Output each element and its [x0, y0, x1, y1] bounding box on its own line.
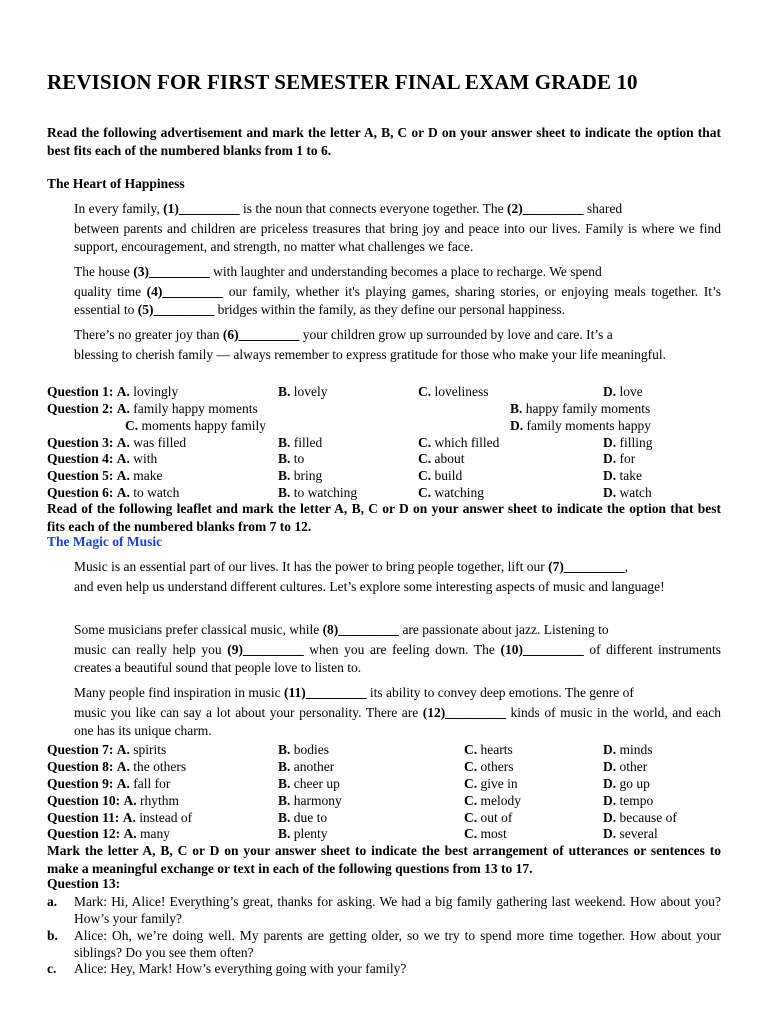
- question-label: Question 9:: [47, 776, 114, 791]
- question-2-cont: [47, 417, 727, 434]
- question-3: [47, 434, 727, 451]
- option-b[interactable]: to watching: [293, 485, 358, 500]
- option-d[interactable]: for: [619, 451, 636, 466]
- option-c[interactable]: most: [480, 826, 507, 841]
- option-label: c.: [47, 961, 57, 976]
- blank-4: (4)_________: [146, 284, 224, 299]
- option-c[interactable]: about: [434, 451, 465, 466]
- question-label: Question 4:: [47, 451, 114, 466]
- option-c[interactable]: loveliness: [434, 384, 489, 399]
- option-letter: D.: [603, 451, 617, 466]
- text: quality time: [74, 284, 147, 299]
- option-letter: A.: [116, 401, 130, 416]
- option-c[interactable]: give in: [480, 776, 518, 791]
- option-c[interactable]: build: [434, 468, 463, 483]
- paragraph-6: [47, 682, 721, 740]
- option-b[interactable]: happy family moments: [525, 401, 651, 416]
- paragraph-3: [47, 324, 721, 364]
- question-label: Question 8:: [47, 759, 114, 774]
- option-b[interactable]: to: [293, 451, 305, 466]
- option-d[interactable]: love: [619, 384, 643, 399]
- question-12: [47, 825, 727, 842]
- text: is the noun that connects everyone together. The: [239, 201, 508, 216]
- option-a[interactable]: many: [140, 826, 171, 841]
- question-10: [47, 792, 727, 809]
- text: ,: [624, 559, 628, 574]
- option-a[interactable]: family happy moments: [133, 401, 258, 416]
- text: music you like can say a lot about your personality. There are: [74, 705, 423, 720]
- option-letter: B.: [278, 742, 291, 757]
- option-text: Mark: Hi, Alice! Everything’s great, thanks for asking. We had a big family gathering last weekend. How about you? How’s your family?: [74, 894, 721, 926]
- option-letter: C.: [464, 776, 478, 791]
- option-letter: B.: [278, 485, 291, 500]
- text: when you are feeling down. The: [303, 642, 501, 657]
- option-a[interactable]: rhythm: [140, 793, 180, 808]
- blank-2: (2)_________: [507, 201, 584, 216]
- option-letter: D.: [603, 384, 617, 399]
- option-letter: A.: [116, 384, 130, 399]
- option-letter: A.: [116, 451, 130, 466]
- option-a[interactable]: the others: [133, 759, 187, 774]
- option-label: a.: [47, 894, 58, 909]
- text: The house: [74, 264, 134, 279]
- option-letter: C.: [464, 810, 478, 825]
- option-letter: B.: [278, 826, 291, 841]
- arrangement-option-a: [47, 893, 721, 927]
- option-letter: D.: [603, 485, 617, 500]
- option-b[interactable]: another: [293, 759, 335, 774]
- question-label: Question 5:: [47, 468, 114, 483]
- blank-9: (9)_________: [227, 642, 304, 657]
- text: and even help us understand different cultures. Let’s explore some interesting aspects of music and language!: [74, 579, 665, 594]
- question-6: [47, 484, 727, 501]
- option-letter: B.: [278, 793, 291, 808]
- option-letter: C.: [418, 468, 432, 483]
- option-letter: B.: [278, 451, 291, 466]
- option-letter: A.: [116, 742, 130, 757]
- option-letter: A.: [123, 793, 137, 808]
- option-b[interactable]: plenty: [293, 826, 328, 841]
- option-letter: D.: [603, 793, 617, 808]
- option-c[interactable]: hearts: [480, 742, 513, 757]
- option-letter: C.: [418, 451, 432, 466]
- paragraph-4: [47, 556, 721, 596]
- option-letter: B.: [278, 776, 291, 791]
- option-letter: C.: [125, 418, 139, 433]
- option-letter: D.: [603, 759, 617, 774]
- question-label: Question 6:: [47, 485, 114, 500]
- option-letter: D.: [603, 468, 617, 483]
- option-letter: C.: [464, 742, 478, 757]
- option-a[interactable]: spirits: [133, 742, 167, 757]
- option-b[interactable]: bring: [293, 468, 323, 483]
- option-letter: B.: [278, 810, 291, 825]
- question-9: [47, 775, 727, 792]
- option-letter: D.: [603, 776, 617, 791]
- paragraph-5: [47, 619, 721, 677]
- question-label: Question 10:: [47, 793, 121, 808]
- question-label: Question 12:: [47, 826, 121, 841]
- option-letter: A.: [116, 435, 130, 450]
- option-letter: B.: [278, 384, 291, 399]
- option-d[interactable]: several: [619, 826, 658, 841]
- section3-instruction: Mark the letter A, B, C or D on your answer sheet to indicate the best arrangement of utterances or sentences to make a meaningful exchange or text in each of the following questions from 13 to 17.: [47, 843, 721, 876]
- option-a[interactable]: make: [133, 468, 163, 483]
- text: our family, whether it's playing games, sharing stories, or enjoying meals together. It’s essential to: [74, 284, 721, 317]
- option-letter: D.: [603, 810, 617, 825]
- option-d[interactable]: because of: [619, 810, 677, 825]
- option-letter: C.: [464, 759, 478, 774]
- option-d[interactable]: go up: [619, 776, 650, 791]
- section2-instruction: Read of the following leaflet and mark the letter A, B, C or D on your answer sheet to indicate the option that best fits each of the numbered blanks from 7 to 12.: [47, 501, 721, 534]
- question-label: Question 2:: [47, 401, 114, 416]
- blank-7: (7)_________: [548, 559, 625, 574]
- option-letter: B.: [278, 468, 291, 483]
- question-11: [47, 809, 727, 826]
- question-label: Question 7:: [47, 742, 114, 757]
- option-a[interactable]: was filled: [133, 435, 187, 450]
- text: In every family,: [74, 201, 164, 216]
- section1-instruction: Read the following advertisement and mark the letter A, B, C or D on your answer sheet to indicate the option that best fits each of the numbered blanks from 1 to 6.: [47, 125, 721, 158]
- option-letter: B.: [278, 435, 291, 450]
- text: shared: [583, 201, 623, 216]
- blank-11: (11)_________: [283, 685, 367, 700]
- option-b[interactable]: lovely: [293, 384, 328, 399]
- text: Some musicians prefer classical music, while: [74, 622, 323, 637]
- text: between parents and children are priceless treasures that bring joy and peace into our lives. Family is where we find support, encouragement, and strength, no matter what challenges we face.: [74, 221, 721, 254]
- option-letter: A.: [116, 468, 130, 483]
- option-b[interactable]: filled: [293, 435, 323, 450]
- question-7: [47, 741, 727, 758]
- section2-heading: The Magic of Music: [47, 534, 163, 549]
- option-a[interactable]: lovingly: [133, 384, 179, 399]
- option-c[interactable]: which filled: [434, 435, 500, 450]
- option-d[interactable]: minds: [619, 742, 653, 757]
- text: bridges within the family, as they define our personal happiness.: [214, 302, 566, 317]
- blank-12: (12)_________: [422, 705, 507, 720]
- option-label: b.: [47, 928, 58, 943]
- option-text: Alice: Oh, we’re doing well. My parents are getting older, so we try to spend more time together. How about your siblings? Do you see them often?: [74, 928, 721, 960]
- section1-heading: The Heart of Happiness: [47, 176, 185, 191]
- option-letter: A.: [116, 485, 130, 500]
- option-text: Alice: Hey, Mark! How’s everything going with your family?: [74, 961, 407, 976]
- option-letter: B.: [510, 401, 523, 416]
- blank-1: (1)_________: [163, 201, 240, 216]
- option-d[interactable]: filling: [619, 435, 653, 450]
- option-letter: D.: [603, 742, 617, 757]
- text: its ability to convey deep emotions. The genre of: [366, 685, 634, 700]
- question-label: Question 3:: [47, 435, 114, 450]
- paragraph-1: [47, 198, 721, 256]
- option-b[interactable]: cheer up: [293, 776, 340, 791]
- blank-6: (6)_________: [222, 327, 300, 342]
- blank-8: (8)_________: [322, 622, 400, 637]
- option-a[interactable]: fall for: [133, 776, 171, 791]
- paragraph-2: [47, 261, 721, 319]
- question-8: [47, 758, 727, 775]
- question-13-label: Question 13:: [47, 876, 121, 891]
- text: music can really help you: [74, 642, 228, 657]
- text: Music is an essential part of our lives. It has the power to bring people together, lift our: [74, 559, 549, 574]
- option-letter: C.: [418, 384, 432, 399]
- arrangement-option-c: [47, 960, 721, 977]
- option-letter: C.: [464, 826, 478, 841]
- option-c[interactable]: moments happy family: [141, 418, 266, 433]
- question-label: Question 1:: [47, 384, 114, 399]
- page-title: REVISION FOR FIRST SEMESTER FINAL EXAM GRADE 10: [47, 70, 638, 94]
- option-d[interactable]: watch: [619, 485, 652, 500]
- option-letter: D.: [603, 435, 617, 450]
- option-letter: A.: [116, 759, 130, 774]
- question-label: Question 11:: [47, 810, 120, 825]
- option-c[interactable]: watching: [434, 485, 484, 500]
- question-1: [47, 383, 727, 400]
- text: of different instruments creates a beautiful sound that people love to listen to.: [74, 642, 721, 675]
- option-letter: D.: [603, 826, 617, 841]
- text: your children grow up surrounded by love and care. It’s a: [299, 327, 613, 342]
- option-letter: D.: [510, 418, 524, 433]
- option-d[interactable]: tempo: [619, 793, 654, 808]
- blank-3: (3)_________: [133, 264, 210, 279]
- blank-5: (5)_________: [137, 302, 215, 317]
- option-letter: A.: [116, 776, 130, 791]
- option-c[interactable]: others: [480, 759, 514, 774]
- arrangement-option-b: [47, 927, 721, 961]
- option-a[interactable]: with: [133, 451, 158, 466]
- option-d[interactable]: other: [619, 759, 648, 774]
- option-b[interactable]: due to: [293, 810, 328, 825]
- text: are passionate about jazz. Listening to: [399, 622, 609, 637]
- option-b[interactable]: harmony: [293, 793, 342, 808]
- option-c[interactable]: melody: [480, 793, 521, 808]
- option-a[interactable]: to watch: [133, 485, 180, 500]
- option-letter: C.: [464, 793, 478, 808]
- question-2: [47, 400, 727, 417]
- option-letter: A.: [122, 810, 136, 825]
- option-a[interactable]: instead of: [139, 810, 193, 825]
- text: There’s no greater joy than: [74, 327, 223, 342]
- option-c[interactable]: out of: [480, 810, 513, 825]
- text: with laughter and understanding becomes a place to recharge. We spend: [209, 264, 602, 279]
- question-4: [47, 450, 727, 467]
- text: Many people find inspiration in music: [74, 685, 284, 700]
- option-letter: C.: [418, 435, 432, 450]
- text: blessing to cherish family — always remember to express gratitude for those who make your life meaningful.: [74, 347, 666, 362]
- option-letter: C.: [418, 485, 432, 500]
- option-letter: A.: [123, 826, 137, 841]
- option-d[interactable]: family moments happy: [526, 418, 651, 433]
- option-d[interactable]: take: [619, 468, 642, 483]
- blank-10: (10)_________: [500, 642, 584, 657]
- option-b[interactable]: bodies: [293, 742, 330, 757]
- text: kinds of music in the world, and each one has its unique charm.: [74, 705, 721, 738]
- option-letter: B.: [278, 759, 291, 774]
- question-5: [47, 467, 727, 484]
